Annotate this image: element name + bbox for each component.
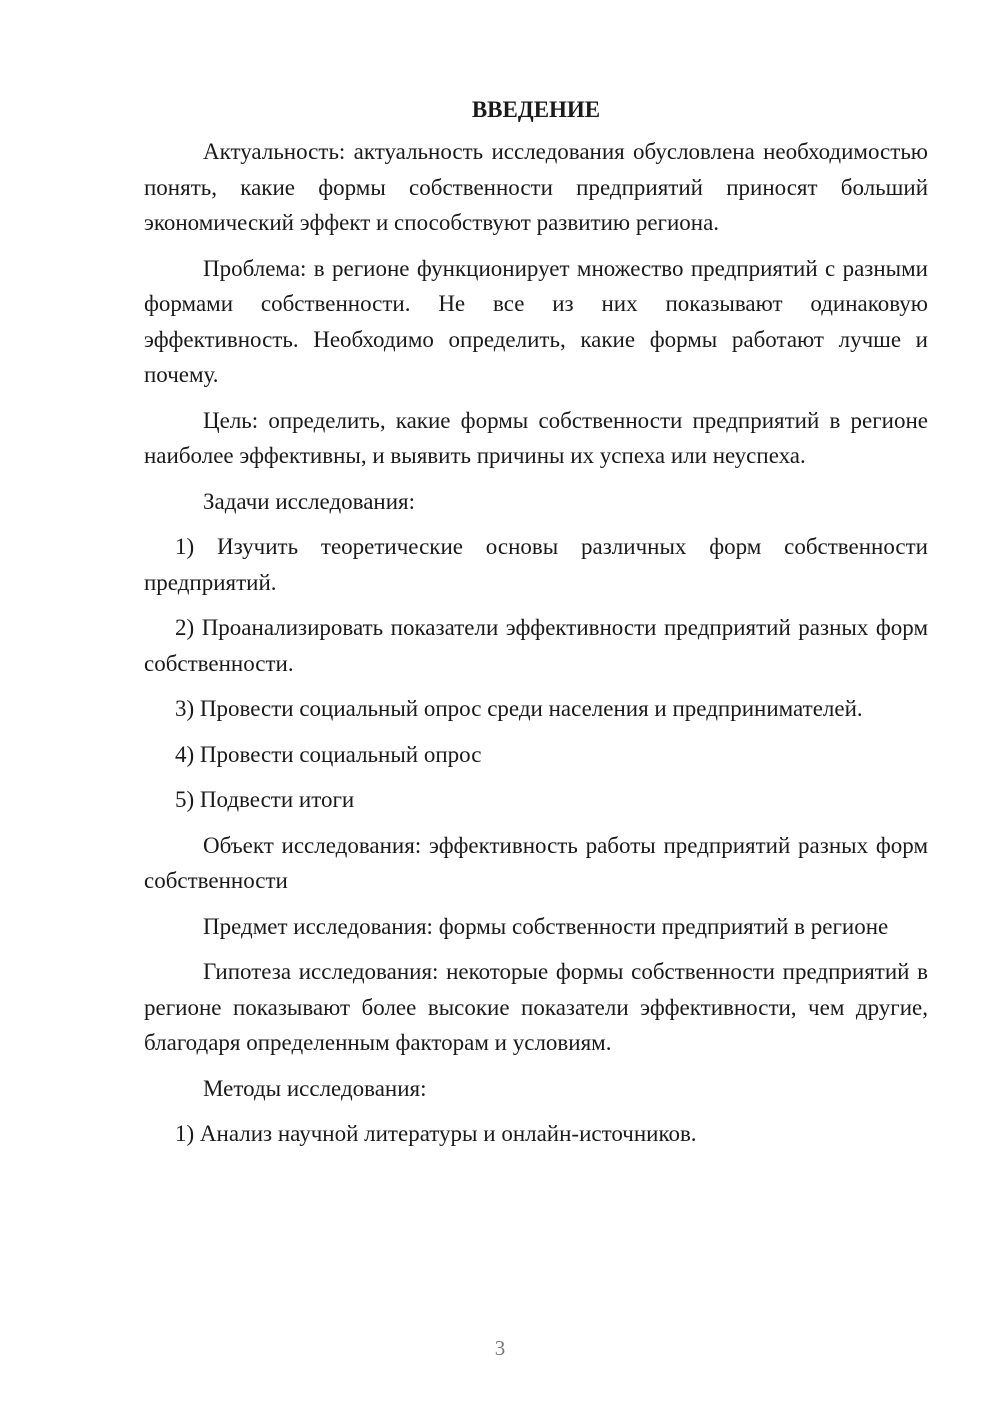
- task-item: 2) Проанализировать показатели эффективности предприятий разных форм собственности.: [144, 615, 928, 676]
- method-item: 1) Анализ научной литературы и онлайн-источников.: [175, 1121, 697, 1146]
- methods-heading: Методы исследования:: [203, 1075, 427, 1101]
- page-content: [144, 90, 928, 1162]
- object-paragraph: Объект исследования: эффективность работы предприятий разных форм собственности: [144, 832, 928, 893]
- task-item: 5) Подвести итоги: [175, 787, 355, 812]
- relevance-paragraph: Актуальность: актуальность исследования обусловлена необходимостью понять, какие формы собственности предприятий приносят больший экономический эффект и способствуют развитию региона.: [144, 139, 928, 235]
- hypothesis-paragraph: Гипотеза исследования: некоторые формы собственности предприятий в регионе показывают более высокие показатели эффективности, чем другие, благодаря определенным факторам и условиям.: [144, 959, 928, 1055]
- goal-paragraph: Цель: определить, какие формы собственности предприятий в регионе наиболее эффективны, и выявить причины их успеха или неуспеха.: [144, 407, 928, 468]
- page-title: ВВЕДЕНИЕ: [471, 97, 601, 122]
- page-number: 3: [494, 1336, 506, 1360]
- subject-paragraph: Предмет исследования: формы собственности предприятий в регионе: [203, 913, 889, 939]
- problem-paragraph: Проблема: в регионе функционирует множество предприятий с разными формами собственности. Не все из них показывают одинаковую эффективность. Необходимо определить, какие формы работают лучше и почему.: [144, 255, 928, 387]
- task-item: 1) Изучить теоретические основы различных форм собственности предприятий.: [144, 534, 928, 595]
- task-item: 3) Провести социальный опрос среди населения и предпринимателей.: [175, 696, 863, 721]
- tasks-heading: Задачи исследования:: [203, 488, 416, 514]
- task-item: 4) Провести социальный опрос: [175, 741, 482, 767]
